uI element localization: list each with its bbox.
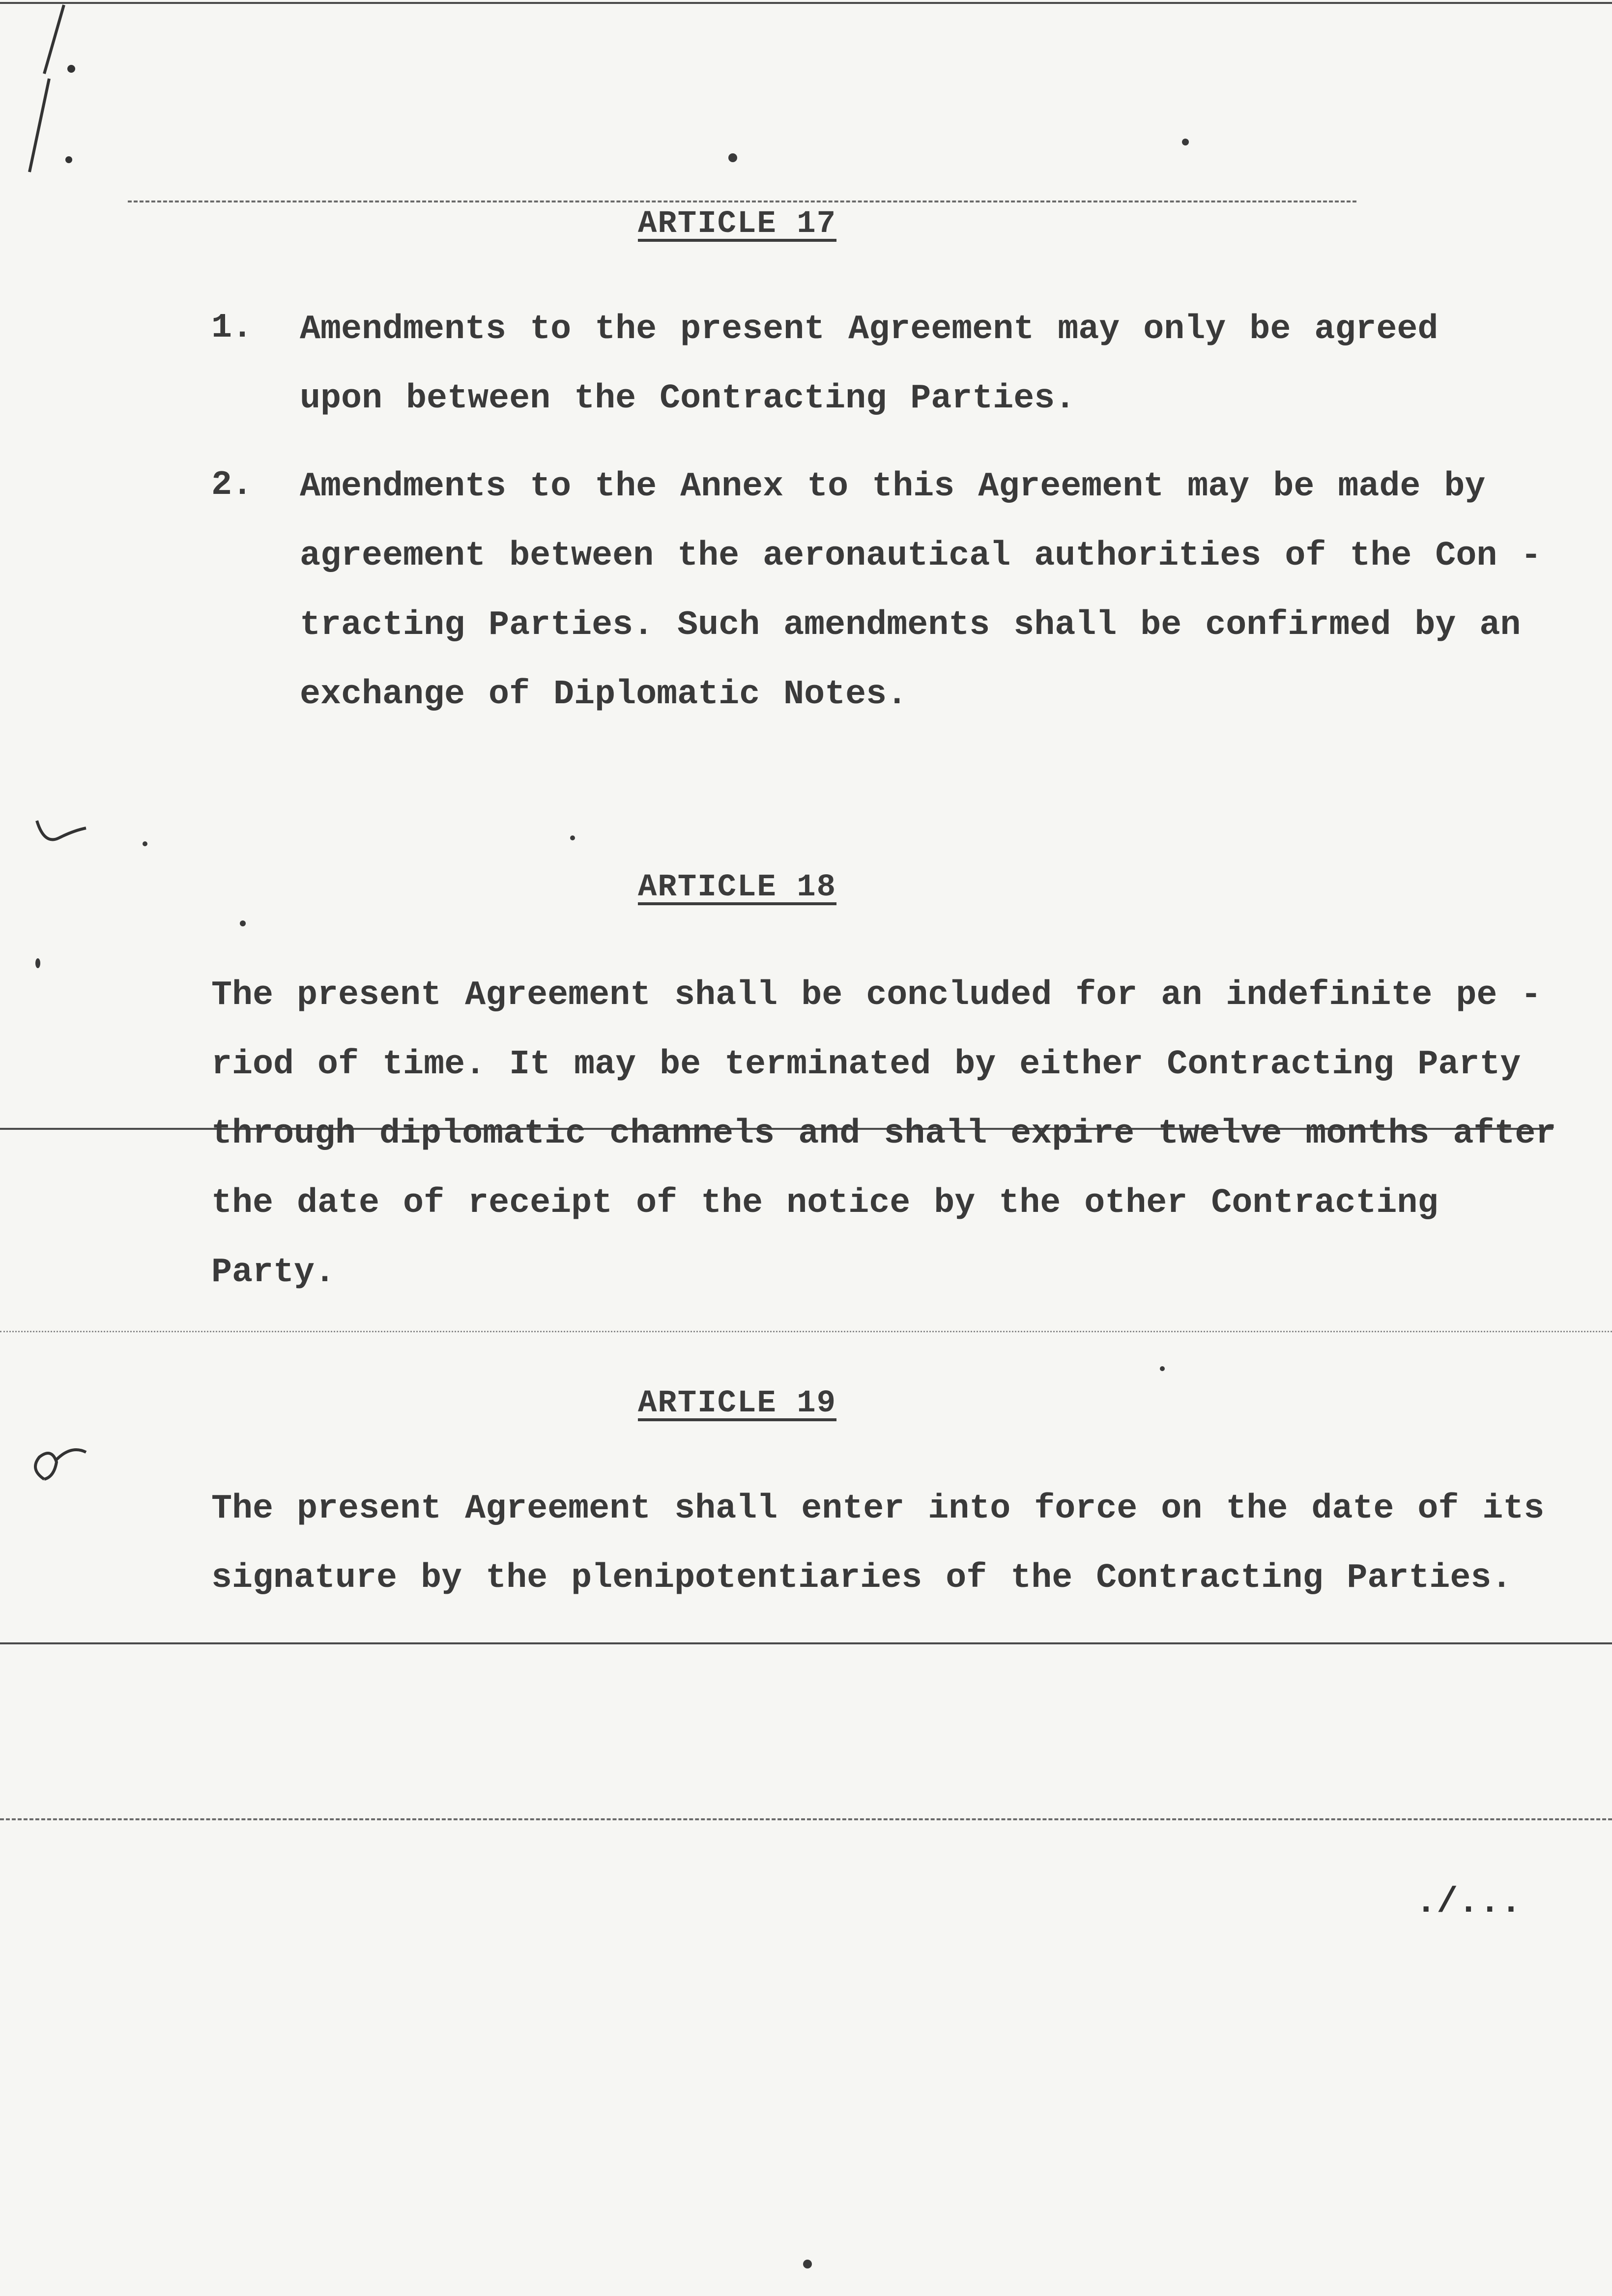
article-17-item-1-text: Amendments to the present Agreement may only be agreed upon between the Contracting Parties. — [300, 310, 1439, 418]
article-19-heading: ARTICLE 19 — [637, 1386, 837, 1421]
scan-line — [128, 201, 1356, 202]
ink-speck — [35, 958, 40, 968]
article-19-text: The present Agreement shall enter into force on the date of its signature by the plenipotentiaries of the Contracting Parties. — [211, 1490, 1545, 1598]
top-edge-line — [0, 2, 1612, 4]
margin-slash-mark — [10, 0, 79, 187]
scan-line — [0, 1331, 1612, 1332]
ink-speck — [1160, 1366, 1165, 1371]
article-18-text: The present Agreement shall be concluded for an indefinite pe - riod of time. It may be terminated by either Contracting Party through diplomatic channels and shall expire twelve months after the date of receipt of the notice by the other Contracting Party. — [211, 976, 1556, 1292]
ink-speck — [240, 920, 246, 926]
ink-speck — [1182, 139, 1189, 145]
ink-speck — [803, 2260, 812, 2268]
ink-speck — [143, 841, 147, 846]
margin-initial-mark — [25, 1435, 103, 1489]
item-1-number: 1. — [211, 309, 253, 347]
margin-tick-mark — [29, 811, 98, 855]
article-17-item-2-text: Amendments to the Annex to this Agreement may be made by agreement between the aeronautical authorities of the Con - tracting Parties. Such amendments shall be confirmed by an exchange of Diplomatic Notes. — [300, 467, 1542, 714]
article-17-heading: ARTICLE 17 — [637, 206, 837, 242]
article-18-heading: ARTICLE 18 — [637, 870, 837, 905]
ink-speck — [728, 153, 737, 162]
ink-speck — [570, 835, 575, 840]
item-2-number: 2. — [211, 466, 253, 505]
scan-line — [0, 1642, 1612, 1644]
continuation-mark: ./... — [1415, 1882, 1522, 1923]
scan-line — [0, 1818, 1612, 1820]
